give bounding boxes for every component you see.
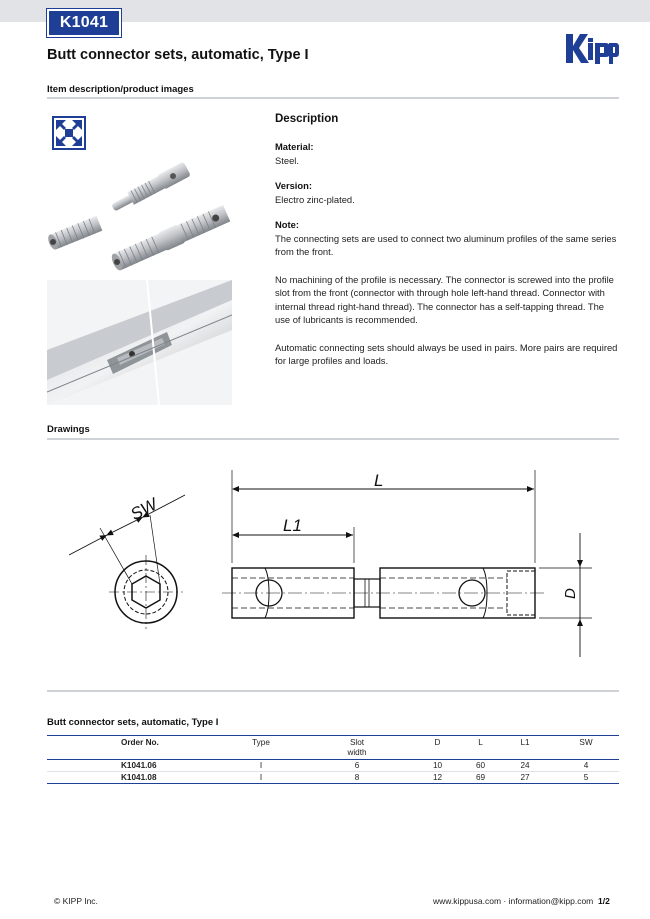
material-label: Material: xyxy=(275,141,314,152)
description-panel xyxy=(275,112,620,380)
product-code: K1041 xyxy=(59,14,109,31)
version-value: Electro zinc-plated. xyxy=(275,193,355,205)
butt-connector-symbol-icon xyxy=(52,116,86,150)
table-header-row xyxy=(47,736,619,760)
l-cell: 69 xyxy=(464,772,497,784)
note-paragraph-3: Automatic connecting sets should always be used in pairs. More pairs are required for large profiles and loads. xyxy=(275,341,618,366)
column-header-d: D xyxy=(411,736,464,760)
technical-drawing xyxy=(47,445,619,680)
column-header-l: L xyxy=(464,736,497,760)
section-divider xyxy=(47,97,619,99)
order-no-cell: K1041.08 xyxy=(47,772,219,784)
product-code-badge xyxy=(47,9,121,37)
page-title: Butt connector sets, automatic, Type I xyxy=(47,47,309,63)
column-header-sw: SW xyxy=(553,736,619,760)
table-row xyxy=(47,772,619,784)
sw-dimension-label: SW xyxy=(127,494,161,525)
order-table xyxy=(47,735,619,784)
section-heading-item-description: Item description/product images xyxy=(47,84,194,95)
d-dimension-label: D xyxy=(562,588,579,599)
d-cell: 12 xyxy=(411,772,464,784)
side-view xyxy=(222,470,592,657)
section-heading-drawings: Drawings xyxy=(47,424,90,435)
slot-width-cell: 8 xyxy=(303,772,411,784)
l-cell: 60 xyxy=(464,760,497,772)
sw-cell: 5 xyxy=(553,772,619,784)
type-cell: I xyxy=(219,772,303,784)
section-divider xyxy=(47,438,619,440)
sw-cell: 4 xyxy=(553,760,619,772)
column-header-l1: L1 xyxy=(497,736,553,760)
note-paragraph-2: No machining of the profile is necessary. The connector is screwed into the profile slot from the front (connector with through hole left-hand thread. Connector with internal thread right-hand thread). The connector has a self-tapping thread. The use of lubricants is recommended. xyxy=(275,273,614,325)
footer-copyright: © KIPP Inc. xyxy=(54,896,98,906)
l1-cell: 24 xyxy=(497,760,553,772)
kipp-logo xyxy=(564,30,620,66)
l1-dimension-label: L1 xyxy=(283,516,302,535)
footer-page-number: 1/2 xyxy=(598,896,610,906)
end-view xyxy=(69,495,185,629)
type-cell: I xyxy=(219,760,303,772)
table-title: Butt connector sets, automatic, Type I xyxy=(47,717,219,728)
product-photo xyxy=(47,160,232,405)
column-header-slot-width xyxy=(303,736,411,760)
version-label: Version: xyxy=(275,180,312,191)
connector-left-photo xyxy=(47,216,102,251)
connector-short-photo xyxy=(109,162,191,216)
l-dimension-label: L xyxy=(374,471,384,490)
note-label: Note: xyxy=(275,219,299,230)
column-header-order-no: Order No. xyxy=(47,736,219,760)
slot-width-cell: 6 xyxy=(303,760,411,772)
footer-contact: www.kippusa.com · information@kipp.com xyxy=(433,896,594,906)
note-paragraph-1: The connecting sets are used to connect two aluminum profiles of the same series from the front. xyxy=(275,232,617,257)
material-value: Steel. xyxy=(275,154,299,166)
slot-width-header-text: Slot width xyxy=(347,738,367,757)
description-heading: Description xyxy=(275,113,339,125)
section-divider xyxy=(47,690,619,692)
l1-cell: 27 xyxy=(497,772,553,784)
connector-long-photo xyxy=(109,204,230,273)
column-header-type: Type xyxy=(219,736,303,760)
d-cell: 10 xyxy=(411,760,464,772)
profile-assembly-photo xyxy=(47,280,232,405)
table-row xyxy=(47,760,619,772)
order-no-cell: K1041.06 xyxy=(47,760,219,772)
